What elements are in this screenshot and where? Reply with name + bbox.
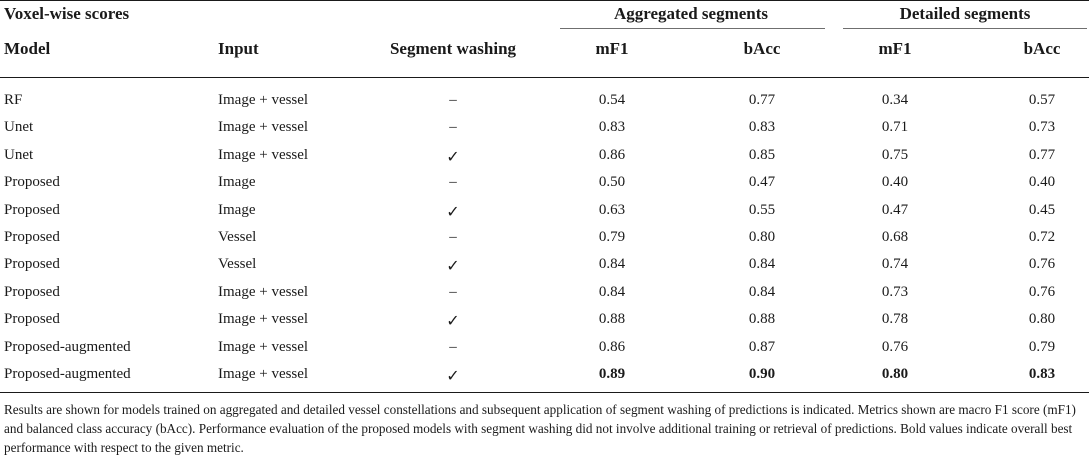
- col-header-agg-bacc: bAcc: [743, 39, 781, 58]
- cell-det-bacc: 0.83: [1028, 366, 1056, 382]
- cell-det-mf1: 0.73: [881, 283, 909, 300]
- cell-input: Image + vessel: [218, 92, 309, 108]
- cell-agg-mf1: 0.63: [598, 201, 626, 218]
- cell-input: Image + vessel: [218, 283, 309, 300]
- cell-washing: ✓: [446, 256, 460, 276]
- cell-agg-mf1: 0.54: [598, 92, 626, 108]
- cell-det-bacc: 0.76: [1028, 283, 1056, 300]
- cell-model: Proposed: [4, 256, 60, 273]
- cell-washing: ✓: [446, 146, 460, 166]
- cell-washing: –: [449, 174, 457, 191]
- cell-model: Proposed: [4, 174, 60, 191]
- col-header-det-mf1: mF1: [878, 39, 912, 58]
- cell-det-mf1: 0.74: [881, 256, 909, 273]
- cell-agg-bacc: 0.84: [748, 283, 776, 300]
- header-rule: [0, 77, 1089, 78]
- cell-agg-bacc: 0.55: [748, 201, 776, 218]
- cell-agg-bacc: 0.87: [748, 338, 776, 355]
- detailed-underline: [843, 28, 1087, 29]
- cell-det-mf1: 0.34: [881, 92, 909, 108]
- cell-det-bacc: 0.40: [1028, 174, 1056, 191]
- cell-washing: ✓: [446, 201, 460, 221]
- aggregated-underline: [560, 28, 825, 29]
- cell-input: Image + vessel: [218, 146, 309, 163]
- cell-det-bacc: 0.45: [1028, 201, 1056, 218]
- cell-det-mf1: 0.75: [881, 146, 909, 163]
- cell-washing: –: [449, 283, 457, 300]
- cell-model: Unet: [4, 119, 34, 136]
- cell-washing: –: [449, 229, 457, 245]
- col-header-agg-mf1: mF1: [595, 39, 629, 58]
- cell-agg-bacc: 0.90: [748, 366, 776, 382]
- cell-model: Proposed-augmented: [4, 338, 131, 355]
- cell-agg-bacc: 0.80: [748, 229, 776, 245]
- cell-agg-mf1: 0.86: [598, 338, 626, 355]
- cell-input: Image: [218, 174, 256, 191]
- cell-agg-mf1: 0.50: [598, 174, 626, 191]
- cell-det-mf1: 0.78: [881, 311, 909, 328]
- table-title: Voxel-wise scores: [4, 4, 130, 23]
- cell-model: Proposed: [4, 283, 60, 300]
- cell-det-bacc: 0.79: [1028, 338, 1056, 355]
- col-header-det-bacc: bAcc: [1023, 39, 1061, 58]
- cell-model: Proposed-augmented: [4, 366, 131, 382]
- cell-det-mf1: 0.47: [881, 201, 909, 218]
- cell-input: Image + vessel: [218, 366, 309, 382]
- cell-agg-mf1: 0.84: [598, 256, 626, 273]
- cell-agg-mf1: 0.84: [598, 283, 626, 300]
- cell-agg-mf1: 0.83: [598, 119, 626, 136]
- cell-model: Unet: [4, 146, 34, 163]
- cell-input: Image + vessel: [218, 119, 309, 136]
- cell-input: Vessel: [218, 229, 257, 245]
- cell-det-bacc: 0.76: [1028, 256, 1056, 273]
- col-header-segment-washing: Segment washing: [389, 39, 517, 58]
- cell-model: Proposed: [4, 201, 60, 218]
- cell-agg-bacc: 0.83: [748, 119, 776, 136]
- cell-input: Image + vessel: [218, 311, 309, 328]
- cell-washing: –: [449, 92, 457, 108]
- group-header-aggregated: Aggregated segments: [613, 4, 769, 23]
- cell-det-mf1: 0.68: [881, 229, 909, 245]
- cell-det-mf1: 0.71: [881, 119, 909, 136]
- cell-washing: ✓: [446, 311, 460, 331]
- cell-agg-bacc: 0.85: [748, 146, 776, 163]
- cell-model: Proposed: [4, 311, 60, 328]
- top-rule: [0, 0, 1089, 1]
- cell-agg-bacc: 0.77: [748, 92, 776, 108]
- cell-det-mf1: 0.80: [881, 366, 909, 382]
- cell-agg-mf1: 0.86: [598, 146, 626, 163]
- table-footnote: Results are shown for models trained on aggregated and detailed vessel constellations and subsequent application of segment washing of predictions is indicated. Metrics shown are macro F1 score (mF1) and balanced class accuracy (bAcc). Performance evaluation of the proposed models with segment washing did not involve additional training or retrieval of predictions. Bold values indicate overall best performance with respect to the given metric.: [4, 402, 1076, 455]
- cell-input: Image: [218, 201, 256, 218]
- group-header-detailed: Detailed segments: [899, 4, 1031, 23]
- cell-det-bacc: 0.77: [1028, 146, 1056, 163]
- cell-washing: –: [449, 119, 457, 136]
- cell-input: Vessel: [218, 256, 257, 273]
- cell-agg-mf1: 0.89: [598, 366, 626, 382]
- cell-agg-mf1: 0.79: [598, 229, 626, 245]
- cell-washing: –: [449, 338, 457, 355]
- cell-det-bacc: 0.73: [1028, 119, 1056, 136]
- col-header-input: Input: [218, 39, 259, 58]
- cell-washing: ✓: [446, 366, 460, 385]
- cell-model: Proposed: [4, 229, 60, 245]
- cell-input: Image + vessel: [218, 338, 309, 355]
- cell-agg-bacc: 0.47: [748, 174, 776, 191]
- cell-det-mf1: 0.76: [881, 338, 909, 355]
- cell-agg-bacc: 0.84: [748, 256, 776, 273]
- cell-model: RF: [4, 92, 23, 108]
- cell-det-bacc: 0.57: [1028, 92, 1056, 108]
- cell-det-mf1: 0.40: [881, 174, 909, 191]
- col-header-model: Model: [4, 39, 51, 58]
- cell-agg-bacc: 0.88: [748, 311, 776, 328]
- cell-agg-mf1: 0.88: [598, 311, 626, 328]
- cell-det-bacc: 0.72: [1028, 229, 1056, 245]
- cell-det-bacc: 0.80: [1028, 311, 1056, 328]
- bottom-rule: [0, 392, 1089, 393]
